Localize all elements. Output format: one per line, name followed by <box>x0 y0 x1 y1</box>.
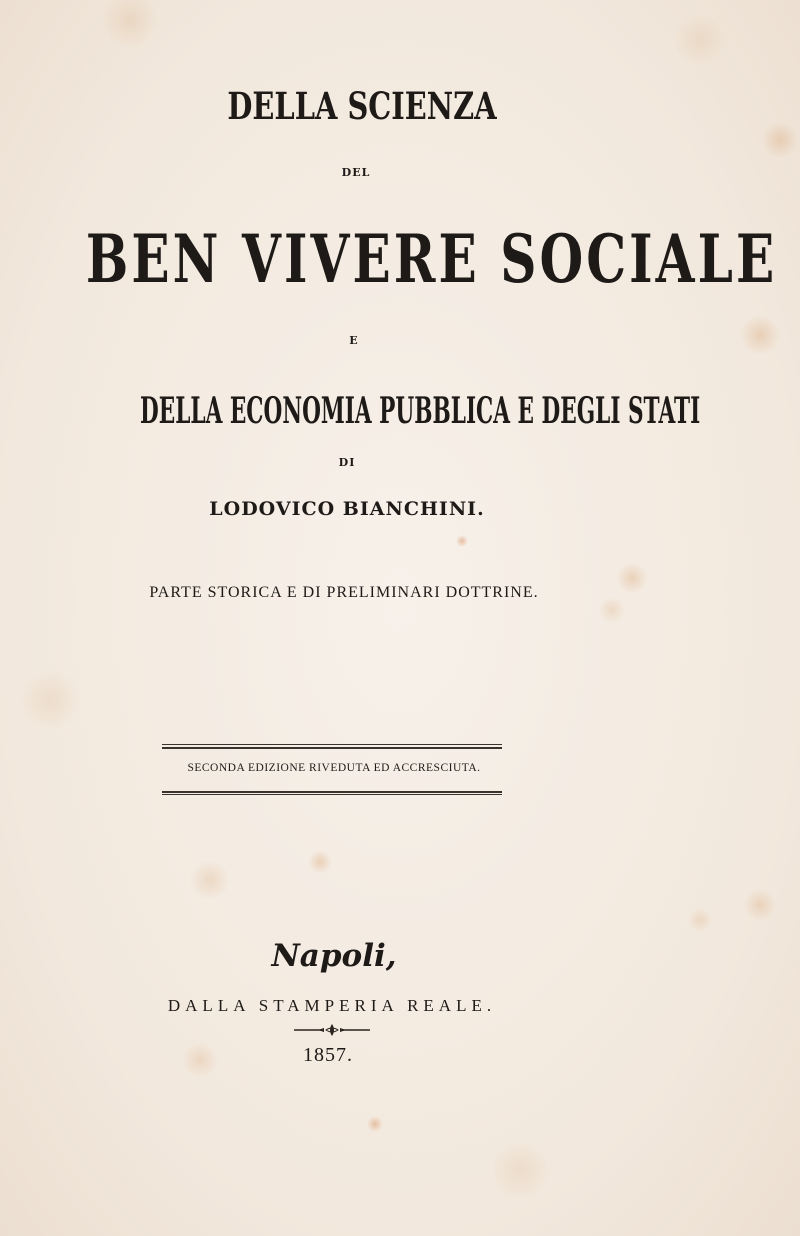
edition-statement: SECONDA EDIZIONE RIVEDUTA ED ACCRESCIUTA. <box>187 762 481 774</box>
printer-name: DALLA STAMPERIA REALE. <box>167 996 497 1015</box>
fleuron-dash-icon <box>294 1022 370 1038</box>
top-rule-double <box>162 747 502 749</box>
title-line-di: DI <box>338 456 356 469</box>
bottom-rule-double <box>162 794 502 795</box>
top-rule <box>162 744 502 745</box>
place-of-publication: Napoli, <box>271 938 397 974</box>
main-title: BEN VIVERE SOCIALE <box>85 220 778 298</box>
publication-year: 1857. <box>303 1044 353 1066</box>
author-name: LODOVICO BIANCHINI. <box>209 498 485 520</box>
title-line-del: DEL <box>341 166 371 179</box>
title-line-della-scienza: DELLA SCIENZA <box>227 84 497 128</box>
title-conjunction-e: E <box>349 334 359 347</box>
subtitle: PARTE STORICA E DI PRELIMINARI DOTTRINE. <box>149 584 539 601</box>
bottom-rule <box>162 791 502 793</box>
title-line-economia: DELLA ECONOMIA PUBBLICA E DEGLI STATI <box>139 390 701 432</box>
